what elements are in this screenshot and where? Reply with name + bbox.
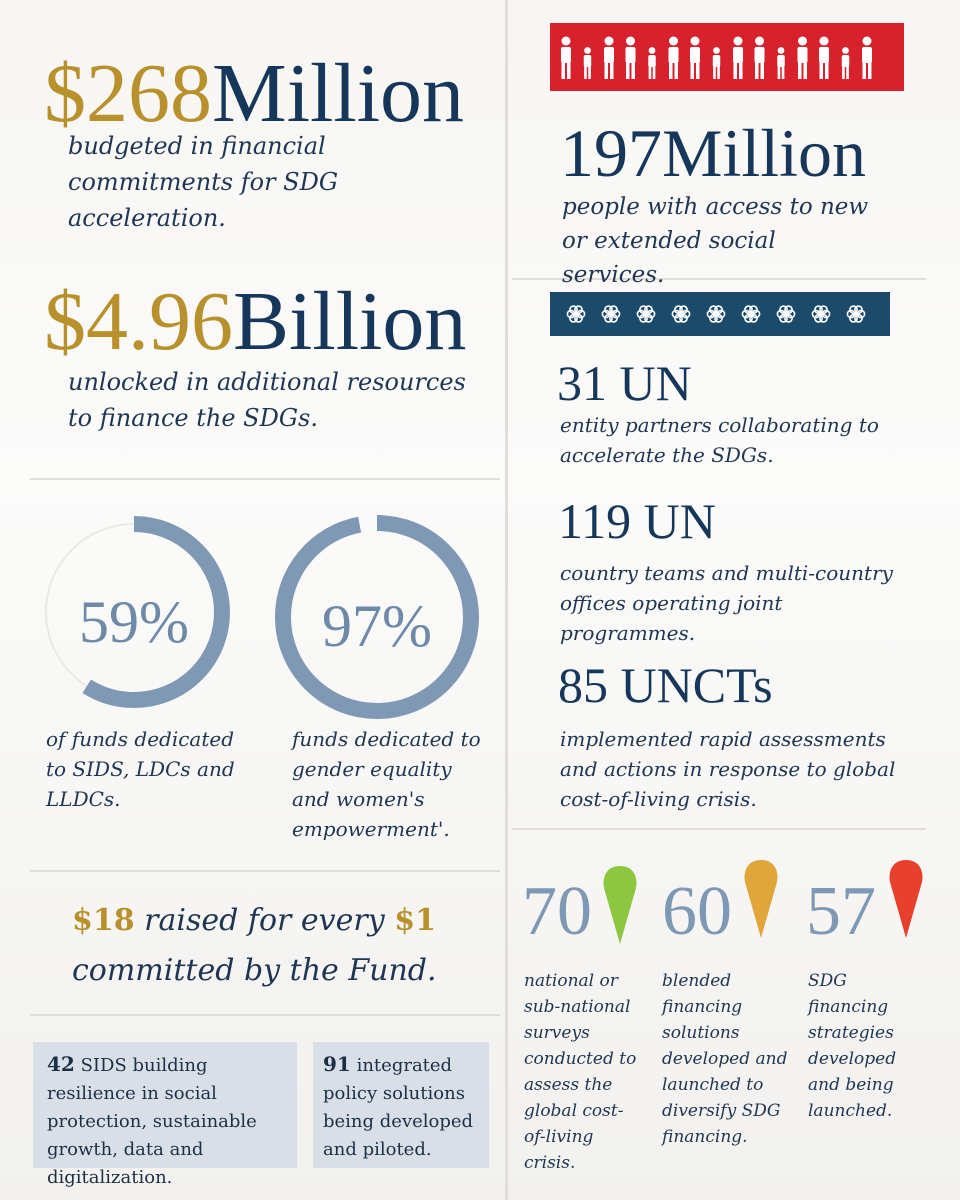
person-icon	[626, 37, 636, 80]
divider-left-3	[30, 1014, 500, 1016]
pin-70-number: 70	[522, 873, 592, 950]
box-91-text: integrated policy solutions being developed and piloted.	[323, 1055, 474, 1160]
map-pin-icon	[602, 866, 638, 946]
pin-60-description: blended financing solutions developed and launched to diversify SDG financing.	[662, 971, 788, 1147]
flower-icon	[707, 306, 724, 322]
flower-icon	[637, 306, 654, 322]
un-31-heading: 31 UN	[557, 355, 692, 411]
pin-60-number: 60	[662, 873, 732, 950]
raised-line2: committed by the Fund.	[72, 953, 437, 988]
ring-59-label: 59%	[79, 589, 189, 655]
raised-per: $1	[394, 903, 436, 938]
flower-icon	[812, 306, 829, 322]
flower-icon-row	[550, 292, 890, 336]
pin-green-shape	[604, 866, 637, 944]
un-31-description: entity partners collaborating to accelerate the SDGs.	[560, 413, 879, 467]
stat-496-amount: $4.96	[44, 275, 233, 368]
person-icon	[648, 47, 656, 79]
box-91-content	[313, 1042, 489, 1164]
person-icon	[777, 47, 785, 79]
center-divider	[505, 0, 508, 1200]
flower-icon	[602, 306, 619, 322]
people-band	[550, 23, 904, 91]
pin-red-shape	[890, 860, 923, 938]
stat-496-heading	[44, 275, 467, 368]
unct-85-heading: 85 UNCTs	[558, 657, 773, 713]
pin-57-number: 57	[806, 873, 876, 950]
person-icon	[798, 37, 808, 80]
flower-icon	[847, 306, 864, 322]
person-icon	[690, 37, 700, 80]
box-42-number: 42	[47, 1052, 75, 1076]
person-icon	[819, 37, 829, 80]
person-icon	[862, 37, 872, 80]
stat-197-description: people with access to new or extended social services.	[562, 194, 869, 288]
person-icon	[842, 47, 850, 79]
flower-icon	[567, 306, 584, 322]
stat-268-heading	[44, 47, 465, 140]
stat-268-description: budgeted in financial commitments for SDG acceleration.	[68, 132, 339, 232]
pin-70-description: national or sub-national surveys conducted to assess the global cost-of-living crisis.	[524, 971, 637, 1173]
people-icon-row	[550, 23, 904, 91]
stat-197-number: 197Million	[560, 115, 867, 191]
box-91-number: 91	[323, 1052, 351, 1076]
flower-band	[550, 292, 890, 336]
stat-268-amount: $268	[44, 47, 212, 140]
un-119-description: country teams and multi-country offices operating joint programmes.	[560, 561, 893, 645]
person-icon	[584, 47, 592, 79]
person-icon	[755, 37, 765, 80]
raised-middle: raised for every	[144, 903, 385, 938]
person-icon	[669, 37, 679, 80]
flower-icon	[777, 306, 794, 322]
box-42	[33, 1042, 297, 1188]
un-119-heading: 119 UN	[558, 493, 716, 549]
box-42-content	[33, 1042, 297, 1192]
pin-57-description: SDG financing strategies developed and being launched.	[808, 971, 897, 1121]
unct-85-description: implemented rapid assessments and actions in response to global cost-of-living crisis.	[560, 727, 896, 811]
box-42-text: SIDS building resilience in social protection, sustainable growth, data and digitalization.	[47, 1055, 257, 1188]
divider-left-1	[30, 478, 500, 480]
person-icon	[713, 47, 721, 79]
ring-59-description: of funds dedicated to SIDS, LDCs and LLDCs.	[46, 727, 235, 811]
person-icon	[604, 37, 614, 80]
person-icon	[733, 37, 743, 80]
ring-97-description: funds dedicated to gender equality and women's empowerment'.	[292, 727, 481, 841]
person-icon	[561, 37, 571, 80]
stat-268-unit: Million	[212, 47, 465, 140]
stat-496-description: unlocked in additional resources to finance the SDGs.	[68, 368, 466, 432]
flower-icon	[672, 306, 689, 322]
map-pin-icon	[888, 860, 924, 940]
raised-amount: $18	[72, 903, 135, 938]
box-91	[313, 1042, 489, 1168]
flower-icon	[742, 306, 759, 322]
divider-right-2	[512, 828, 926, 830]
ring-97-label: 97%	[322, 593, 432, 659]
stat-496-unit: Billion	[233, 275, 467, 368]
raised-statement	[72, 896, 492, 996]
divider-left-2	[30, 870, 500, 872]
map-pin-icon	[743, 860, 779, 940]
pin-orange-shape	[745, 860, 778, 938]
